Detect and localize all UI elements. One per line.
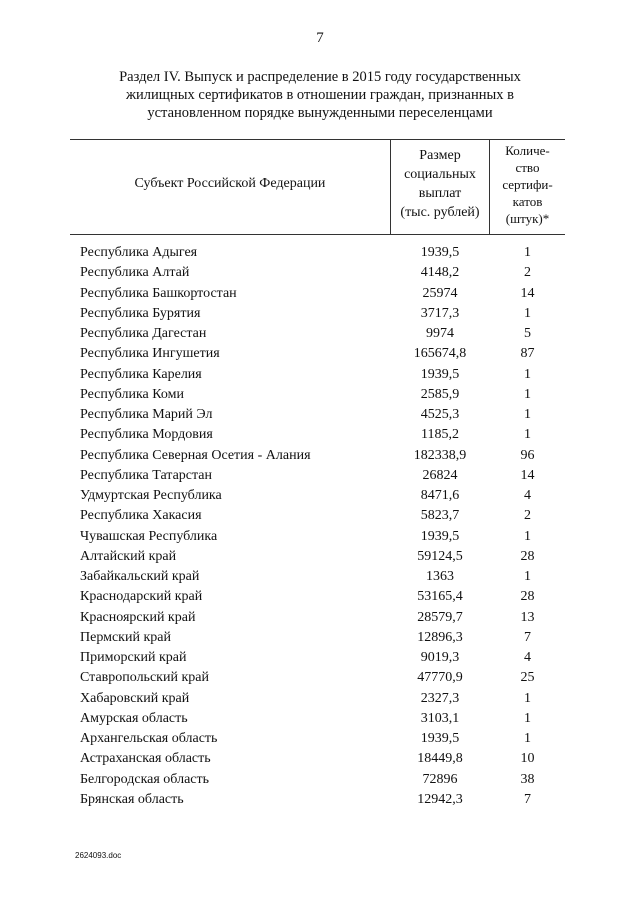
row-count: 1 — [524, 407, 531, 422]
row-count: 13 — [520, 609, 535, 625]
row-count: 1 — [524, 366, 531, 382]
table-row — [0, 567, 640, 587]
table-row — [0, 344, 640, 364]
row-payment: 5823,7 — [420, 508, 460, 524]
row-subject: Республика Хакасия — [80, 508, 202, 524]
row-payment: 59124,5 — [417, 548, 463, 564]
row-count: 1 — [524, 569, 531, 584]
row-payment: 2585,9 — [420, 386, 460, 402]
row-count: 28 — [520, 548, 535, 564]
row-payment: 4148,2 — [420, 265, 460, 281]
column-header-payment — [391, 146, 489, 222]
row-payment: 1939,5 — [420, 528, 460, 544]
row-subject: Красноярский край — [80, 609, 196, 625]
row-subject: Республика Адыгея — [80, 245, 198, 260]
row-count: 87 — [520, 346, 535, 362]
row-count: 2 — [524, 265, 531, 281]
row-subject: Республика Северная Осетия - Алания — [80, 447, 311, 463]
row-payment: 25974 — [422, 285, 458, 301]
row-subject: Алтайский край — [80, 548, 177, 564]
row-subject: Белгородская область — [80, 771, 210, 787]
row-count: 1 — [524, 245, 531, 260]
table-header-bottom-rule — [70, 234, 565, 235]
row-payment: 1939,5 — [420, 366, 460, 382]
row-payment: 3103,1 — [420, 710, 460, 726]
row-count: 1 — [524, 528, 531, 544]
row-payment: 165674,8 — [413, 346, 467, 362]
table-row — [0, 405, 640, 425]
table-row — [0, 749, 640, 769]
row-payment: 1363 — [426, 569, 454, 584]
table-row — [0, 770, 640, 790]
table-body — [0, 243, 640, 810]
row-subject: Приморский край — [80, 650, 187, 665]
row-payment: 1939,5 — [420, 245, 460, 260]
row-subject: Астраханская область — [80, 751, 211, 767]
row-count: 38 — [520, 771, 535, 787]
row-subject: Амурская область — [80, 710, 188, 726]
row-subject: Архангельская область — [80, 731, 218, 746]
row-payment: 12896,3 — [417, 629, 463, 645]
row-payment: 9019,3 — [420, 650, 460, 665]
row-count: 1 — [524, 386, 531, 402]
row-payment: 182338,9 — [413, 447, 467, 463]
row-count: 1 — [524, 731, 531, 746]
row-subject: Республика Башкортостан — [80, 285, 237, 301]
row-count: 28 — [520, 589, 535, 605]
row-subject: Республика Дагестан — [80, 326, 207, 341]
row-count: 14 — [520, 285, 535, 301]
table-row — [0, 648, 640, 668]
column-header-payment-line: Размер — [419, 148, 461, 163]
row-subject: Республика Бурятия — [80, 305, 201, 321]
table-row — [0, 547, 640, 567]
table-row — [0, 304, 640, 324]
row-payment: 12942,3 — [417, 791, 463, 807]
row-subject: Республика Мордовия — [80, 427, 213, 443]
column-header-payment-line: социальных — [404, 167, 476, 182]
row-count: 4 — [524, 650, 531, 665]
table-row — [0, 425, 640, 445]
row-payment: 8471,6 — [420, 488, 460, 503]
row-subject: Удмуртская Республика — [80, 488, 222, 503]
section-title-line-2: жилищных сертификатов в отношении граждан, признанных в — [126, 87, 514, 103]
row-subject: Республика Ингушетия — [80, 346, 220, 362]
column-header-count — [490, 142, 565, 227]
row-subject: Чувашская Республика — [80, 528, 218, 544]
row-count: 7 — [524, 629, 531, 645]
table-row — [0, 466, 640, 486]
row-payment: 72896 — [422, 771, 458, 787]
column-header-subject: Субъект Российской Федерации — [134, 176, 326, 191]
row-payment: 28579,7 — [417, 609, 463, 625]
row-subject: Ставропольский край — [80, 670, 209, 686]
row-count: 4 — [524, 488, 531, 503]
column-header-count-line: катов — [512, 194, 543, 209]
row-payment: 4525,3 — [420, 407, 460, 422]
row-subject: Республика Карелия — [80, 366, 202, 382]
row-subject: Пермский край — [80, 629, 171, 645]
row-payment: 53165,4 — [417, 589, 463, 605]
row-count: 1 — [524, 305, 531, 321]
row-payment: 9974 — [426, 326, 454, 341]
table-row — [0, 527, 640, 547]
table-row — [0, 689, 640, 709]
table-row — [0, 628, 640, 648]
table-row — [0, 284, 640, 304]
row-payment: 1939,5 — [420, 731, 460, 746]
row-count: 2 — [524, 508, 531, 524]
section-title-line-1: Раздел IV. Выпуск и распределение в 2015 году государственных — [119, 69, 521, 85]
table-header-top-rule — [70, 139, 565, 140]
row-subject: Хабаровский край — [80, 690, 190, 706]
column-header-count-line: ство — [515, 160, 540, 175]
table-row — [0, 486, 640, 506]
table-row — [0, 365, 640, 385]
table-row — [0, 729, 640, 749]
row-subject: Республика Татарстан — [80, 467, 213, 483]
row-count: 1 — [524, 427, 531, 443]
column-header-count-line: Количе- — [505, 143, 550, 158]
table-row — [0, 608, 640, 628]
row-count: 1 — [524, 690, 531, 706]
row-payment: 47770,9 — [417, 670, 463, 686]
table-row — [0, 243, 640, 263]
row-subject: Забайкальский край — [80, 569, 200, 584]
row-subject: Краснодарский край — [80, 589, 203, 605]
row-count: 5 — [524, 326, 531, 341]
row-count: 7 — [524, 791, 531, 807]
row-subject: Республика Коми — [80, 386, 184, 402]
table-row — [0, 668, 640, 688]
section-title — [40, 68, 600, 122]
row-subject: Республика Марий Эл — [80, 407, 213, 422]
row-payment: 1185,2 — [421, 427, 459, 443]
table-row — [0, 263, 640, 283]
section-title-line-3: установленном порядке вынужденными переселенцами — [147, 105, 493, 121]
table-row — [0, 587, 640, 607]
table-row — [0, 324, 640, 344]
row-count: 25 — [520, 670, 535, 686]
table-row — [0, 446, 640, 466]
row-count: 1 — [524, 710, 531, 726]
row-subject: Брянская область — [80, 791, 184, 807]
row-subject: Республика Алтай — [80, 265, 190, 281]
page-number: 7 — [316, 30, 324, 46]
column-header-count-line: сертифи- — [502, 177, 553, 192]
table-row — [0, 506, 640, 526]
table-row — [0, 709, 640, 729]
row-payment: 18449,8 — [417, 751, 463, 767]
table-row — [0, 385, 640, 405]
column-header-count-line: (штук)* — [505, 211, 550, 226]
table-row — [0, 790, 640, 810]
row-count: 10 — [520, 751, 535, 767]
row-payment: 3717,3 — [420, 305, 460, 321]
column-header-payment-line: выплат — [418, 186, 462, 201]
row-payment: 26824 — [422, 467, 458, 483]
row-payment: 2327,3 — [420, 690, 460, 706]
document-footer-filename: 2624093.doc — [75, 851, 122, 860]
row-count: 96 — [520, 447, 535, 463]
column-header-payment-line: (тыс. рублей) — [400, 205, 480, 220]
row-count: 14 — [520, 467, 535, 483]
